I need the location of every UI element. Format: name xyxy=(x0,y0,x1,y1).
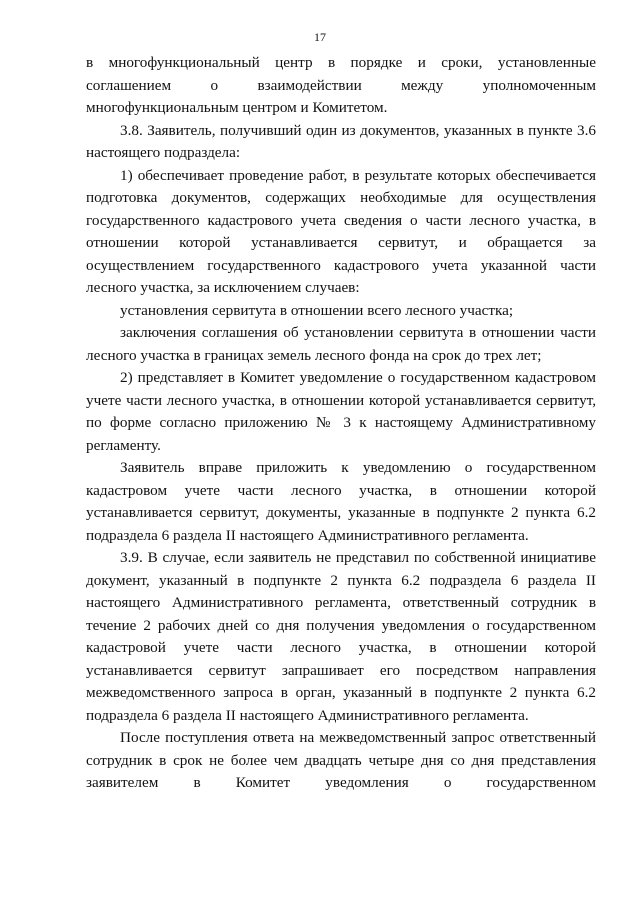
paragraph-exception-2: заключения соглашения об установлении сервитута в отношении части лесного участка в границах земель лесного фонда на срок до трех лет; xyxy=(86,324,596,364)
paragraph-3-8-item-1: 1) обеспечивает проведение работ, в результате которых обеспечивается подготовка документов, содержащих необходимые для осуществления государственного кадастрового учета сведения о части лесного участка, в отношении которой устанавливается сервитут, и обращается за осуществлением государственного кадастрового учета указанной части лесного участка, за исключением случаев: xyxy=(86,166,596,296)
page-number: 17 xyxy=(314,30,326,44)
paragraph-mfc-continuation: в многофункциональный центр в порядке и сроки, установленные соглашением о взаимодействии между уполномоченным многофункциональным центром и Комитетом. xyxy=(86,54,596,116)
paragraph-after-response: После поступления ответа на межведомственный запрос ответственный сотрудник в срок не более чем двадцать четыре дня со дня представления заявителем в Комитет уведомления о государственном xyxy=(86,729,596,791)
paragraph-3-9: 3.9. В случае, если заявитель не представил по собственной инициативе документ, указанный в подпункте 2 пункта 6.2 подраздела 6 раздела II настоящего Административного регламента, ответственный сотрудник в течение 2 рабочих дней со дня получения уведомления о государственном кадастровой учете части лесного участка, в отношении которой устанавливается сервитут запрашивает его посредством направления межведомственного запроса в орган, указанный в подпункте 2 пункта 6.2 подраздела 6 раздела II настоящего Административного регламента. xyxy=(86,549,596,724)
paragraph-applicant-attachments: Заявитель вправе приложить к уведомлению о государственном кадастровом учете части лесного участка, в отношении которой устанавливается сервитут, документы, указанные в подпункте 2 пункта 6.2 подраздела 6 раздела II настоящего Административного регламента. xyxy=(86,459,596,544)
document-body xyxy=(86,52,596,795)
paragraph-3-8-item-2: 2) представляет в Комитет уведомление о государственном кадастровом учете части лесного участка, в отношении которой устанавливается сервитут, по форме согласно приложению № 3 к настоящему Административному регламенту. xyxy=(86,369,596,454)
paragraph-exception-1: установления сервитута в отношении всего лесного участка; xyxy=(120,301,514,319)
paragraph-3-8: 3.8. Заявитель, получивший один из документов, указанных в пункте 3.6 настоящего подраздела: xyxy=(86,121,596,161)
